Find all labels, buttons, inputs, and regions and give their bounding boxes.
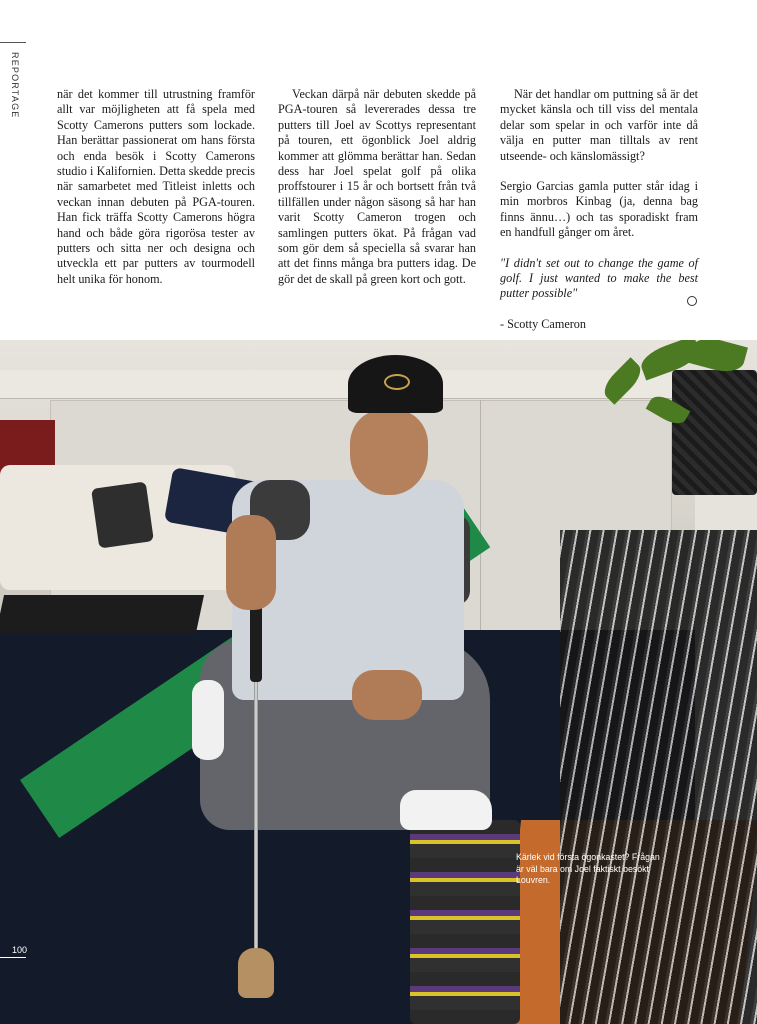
section-label: REPORTAGE <box>10 52 20 119</box>
golfer-face <box>350 410 428 495</box>
photo-plant-pot <box>672 370 757 495</box>
golfer-shoe-left <box>192 680 224 760</box>
column-3-paragraph-2: Sergio Garcias gamla putter står idag i min morbros Kinbag (ja, denna bag finns ännu…) och tas sporadiskt fram en handfull gånger om året. <box>500 179 698 240</box>
photo-cabinet-line <box>480 400 481 640</box>
photo-caption: Kärlek vid första ögonkastet? Frågan är väl bara om Joel faktiskt besökt Louvren. <box>516 852 660 885</box>
photo-putter-shafts <box>560 530 757 1024</box>
photo-cushion-dark <box>91 481 154 548</box>
putter-grip <box>250 602 262 682</box>
column-2-paragraph: Veckan därpå när debuten skedde på PGA-touren så levererades dessa tre putters till Joel av Scottys representant på touren, ett ögonblick Joel aldrig kommer att glömma berättar han. Sedan dess har Joel spelat golf på olika proffstourer i 15 år och bortsett från två tillfällen under någon säsong så har han varit Scotty Cameron trogen och samlingen putters ökat. På frågan vad som gör dem så speciella så svarar han att det finns många bra putters idag. De gör det de skall på green kort och gott. <box>278 87 476 286</box>
page-number: 100 <box>12 945 28 955</box>
end-of-article-mark <box>687 296 697 306</box>
text-column-2 <box>278 87 476 287</box>
golfer-arm-left <box>226 515 276 610</box>
page-number-rule <box>0 957 26 958</box>
photo-coffee-table <box>0 595 204 633</box>
golfer-shoe-right <box>400 790 492 830</box>
column-3-paragraph-1: När det handlar om puttning så är det mycket känsla och till viss del mentala delar som spelar in och varför inte då välja en putter man tilltals av rent utseende- och känslomässigt? <box>500 87 698 163</box>
cap-logo-icon <box>384 374 410 390</box>
column-1-paragraph: när det kommer till utrustning framför allt var möjligheten att få spela med Scotty Camerons putters som lockade. Han berättar passionerat om hans första och enda besök i Scotty Camerons studio i Kalifornien. Detta skedde precis när samarbetet med Titleist inletts och veckan innan debuten på PGA-touren. Han fick träffa Scotty Camerons högra hand och både göra rigorösa tester av putters och sitta ner och designa och utveckla ett par putters av tourmodell helt unika för honom. <box>57 87 255 286</box>
golfer-arm-right <box>352 670 422 720</box>
putter-head <box>238 948 274 998</box>
pull-quote: "I didn't set out to change the game of golf. I just wanted to make the best putter possible" <box>500 255 698 301</box>
text-column-3 <box>500 87 698 332</box>
text-column-1 <box>57 87 255 287</box>
photo-putter-headcovers <box>410 820 520 1024</box>
quote-author: - Scotty Cameron <box>500 316 586 331</box>
feature-photo <box>0 340 757 1024</box>
section-rule <box>0 42 26 43</box>
